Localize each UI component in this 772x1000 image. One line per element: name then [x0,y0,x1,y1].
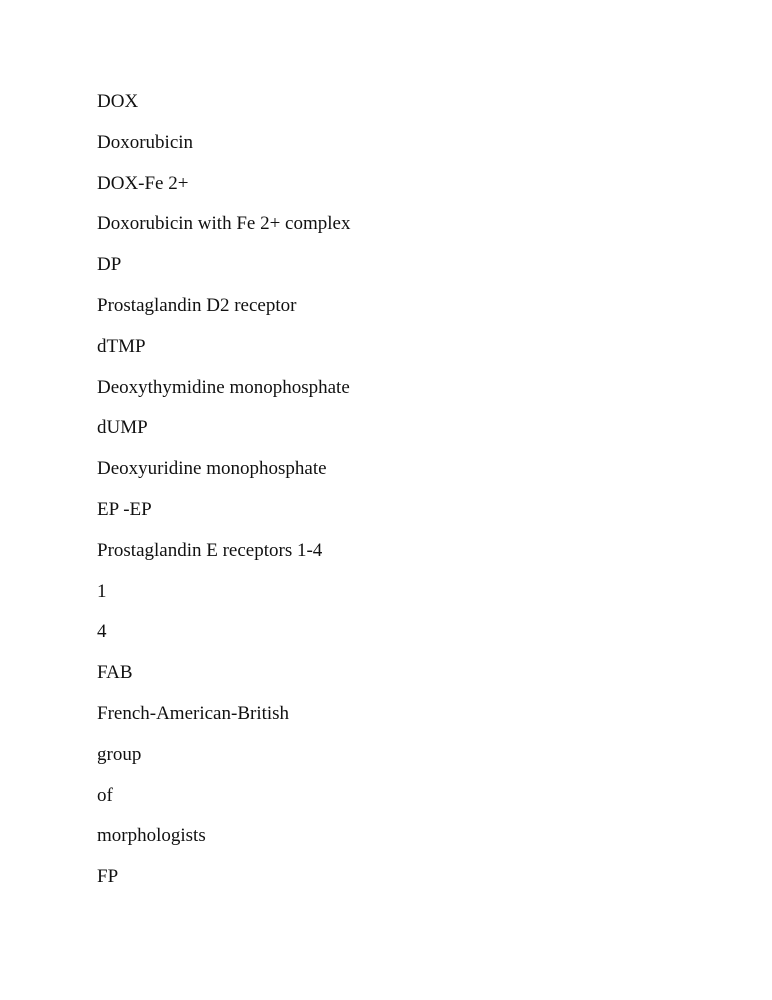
abbreviation-term: dUMP [97,417,148,439]
abbreviation-definition: Deoxythymidine monophosphate [97,376,350,398]
abbreviation-definition: Prostaglandin E receptors 1-4 [97,539,323,561]
abbreviation-term: FP [97,866,119,888]
abbreviation-definition: Doxorubicin [97,131,194,153]
abbreviation-term: DP [97,254,122,276]
abbreviation-list [97,88,350,904]
abbreviation-definition: French-American-British [97,702,290,724]
abbreviation-definition-continued: group [97,743,142,765]
subscript-fragment: 1 [97,580,107,602]
abbreviation-definition-continued: of [97,784,113,806]
subscript-fragment: 4 [97,621,107,643]
abbreviation-definition: Doxorubicin with Fe 2+ complex [97,213,351,235]
abbreviation-term: DOX-Fe 2+ [97,172,189,194]
abbreviation-term: FAB [97,662,133,684]
abbreviation-term: EP -EP [97,498,152,520]
abbreviation-definition-continued: morphologists [97,825,206,847]
abbreviation-definition: Deoxyuridine monophosphate [97,458,327,480]
abbreviation-definition: Prostaglandin D2 receptor [97,294,297,316]
abbreviation-term: dTMP [97,335,146,357]
abbreviation-term: DOX [97,91,139,112]
